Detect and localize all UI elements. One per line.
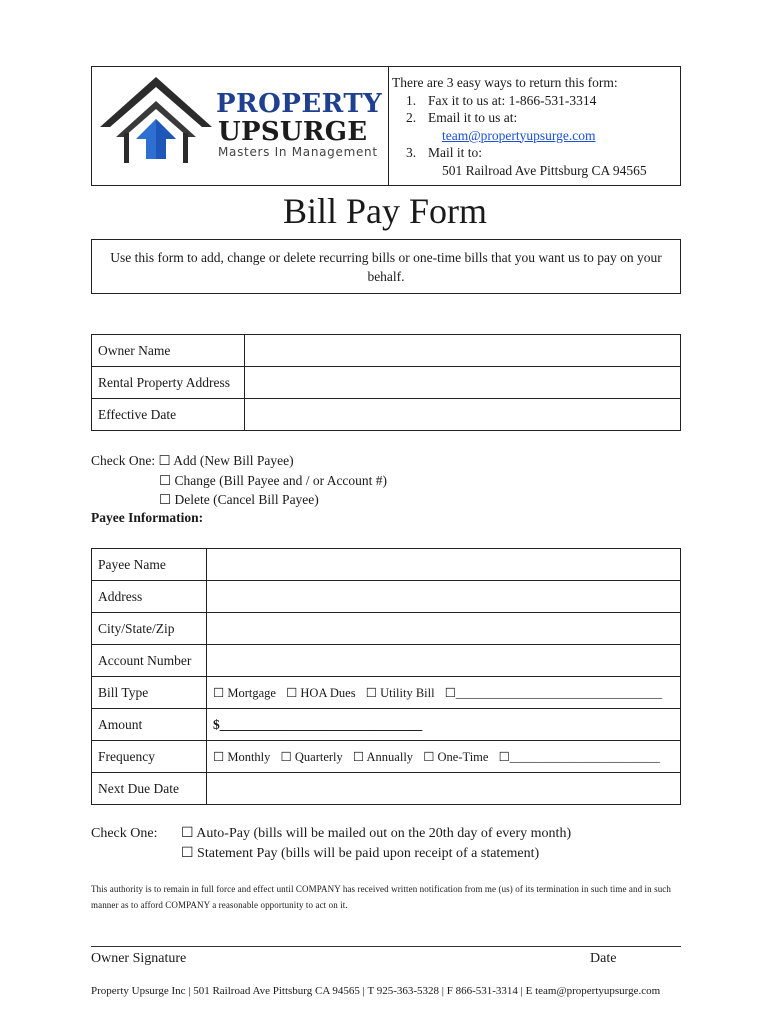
delete-checkbox[interactable]: ☐ Delete (Cancel Bill Payee): [159, 492, 319, 507]
payee-info-heading: Payee Information:: [91, 510, 204, 525]
list-number: 1.: [406, 92, 417, 108]
other-frequency-checkbox[interactable]: ☐________________________: [498, 749, 660, 764]
signature-line[interactable]: [91, 946, 681, 947]
table-row: [92, 549, 681, 581]
fax-text: Fax it to us at: 1-866-531-3314: [428, 92, 597, 108]
hoa-dues-checkbox[interactable]: ☐ HOA Dues: [286, 685, 356, 700]
effective-date-field[interactable]: [245, 399, 681, 431]
table-row: [92, 677, 681, 709]
mortgage-checkbox[interactable]: ☐ Mortgage: [213, 685, 276, 700]
owner-signature-label: Owner Signature: [91, 951, 187, 966]
effective-date-label: Effective Date: [92, 399, 245, 431]
return-method-fax: [406, 92, 647, 110]
date-label: Date: [590, 951, 617, 966]
header-divider: [388, 67, 389, 185]
amount-field[interactable]: $______________________________: [207, 709, 681, 741]
address-label: Address: [92, 581, 207, 613]
next-due-date-field[interactable]: [207, 773, 681, 805]
auto-pay-checkbox[interactable]: ☐ Auto-Pay (bills will be mailed out on the 20th day of every month): [181, 826, 572, 841]
add-checkbox[interactable]: ☐ Add (New Bill Payee): [158, 453, 294, 468]
change-checkbox[interactable]: ☐ Change (Bill Payee and / or Account #): [159, 472, 388, 488]
table-row: [92, 581, 681, 613]
table-row: [92, 335, 681, 367]
return-method-mail: [406, 144, 647, 162]
logo-brand-line2: UPSURGE: [218, 117, 368, 147]
utility-bill-checkbox[interactable]: ☐ Utility Bill: [365, 685, 435, 700]
footer-contact: Property Upsurge Inc | 501 Railroad Ave Pittsburg CA 94565 | T 925-363-5328 | F 866-531-3314 | E team@propertyupsurge.com: [91, 985, 661, 997]
owner-name-field[interactable]: [245, 335, 681, 367]
table-row: [92, 709, 681, 741]
return-intro: There are 3 easy ways to return this form:: [392, 75, 618, 90]
check-row: [91, 844, 571, 864]
payment-method-checkboxes: [91, 824, 571, 864]
email-link[interactable]: team@propertyupsurge.com: [442, 127, 596, 143]
frequency-options: [207, 741, 681, 773]
bill-type-options: [207, 677, 681, 709]
company-logo: [98, 75, 383, 179]
house-logo-icon: [98, 75, 213, 175]
action-checkboxes: [91, 451, 387, 510]
table-row: [92, 613, 681, 645]
quarterly-checkbox[interactable]: ☐ Quarterly: [280, 749, 343, 764]
account-number-label: Account Number: [92, 645, 207, 677]
annually-checkbox[interactable]: ☐ Annually: [352, 749, 414, 764]
rental-address-field[interactable]: [245, 367, 681, 399]
return-method-email: [406, 109, 647, 127]
check-row: [91, 451, 387, 471]
table-row: [92, 399, 681, 431]
header-box: [91, 66, 681, 186]
mail-address: 501 Railroad Ave Pittsburg CA 94565: [442, 162, 647, 178]
check-row: [91, 824, 571, 844]
frequency-label: Frequency: [92, 741, 207, 773]
payee-name-field[interactable]: [207, 549, 681, 581]
return-methods-list: [406, 92, 647, 180]
logo-brand-line1: PROPERTY: [216, 89, 383, 119]
table-row: [92, 773, 681, 805]
rental-address-label: Rental Property Address: [92, 367, 245, 399]
check-row: [91, 490, 387, 510]
owner-info-table: [91, 334, 681, 431]
mail-address-row: [442, 162, 647, 180]
other-bill-type-checkbox[interactable]: ☐_________________________________: [444, 685, 663, 700]
monthly-checkbox[interactable]: ☐ Monthly: [213, 749, 271, 764]
payee-info-table: [91, 548, 681, 805]
next-due-date-label: Next Due Date: [92, 773, 207, 805]
city-state-zip-label: City/State/Zip: [92, 613, 207, 645]
table-row: [92, 741, 681, 773]
address-field[interactable]: [207, 581, 681, 613]
account-number-field[interactable]: [207, 645, 681, 677]
one-time-checkbox[interactable]: ☐ One-Time: [423, 749, 489, 764]
intro-box: Use this form to add, change or delete recurring bills or one-time bills that you want us to pay on your behalf.: [91, 239, 681, 294]
amount-label: Amount: [92, 709, 207, 741]
list-number: 3.: [406, 145, 417, 160]
owner-name-label: Owner Name: [92, 335, 245, 367]
statement-pay-checkbox[interactable]: ☐ Statement Pay (bills will be paid upon receipt of a statement): [181, 846, 540, 861]
check-row: [91, 471, 387, 491]
authority-statement: This authority is to remain in full force and effect until COMPANY has received written notification from me (us) of its termination in such time and in such manner as to afford COMPANY a reasonable opportunity to act on it.: [91, 884, 671, 910]
check-one-label: Check One:: [91, 453, 156, 468]
bill-type-label: Bill Type: [92, 677, 207, 709]
table-row: [92, 367, 681, 399]
email-text: Email it to us at:: [428, 110, 518, 125]
payee-name-label: Payee Name: [92, 549, 207, 581]
list-number: 2.: [406, 110, 417, 125]
payment-check-one-label: Check One:: [91, 826, 158, 841]
city-state-zip-field[interactable]: [207, 613, 681, 645]
mail-text: Mail it to:: [428, 145, 482, 160]
table-row: [92, 645, 681, 677]
return-instructions: [392, 74, 647, 179]
email-link-row: [442, 127, 647, 145]
logo-tagline: Masters In Management: [218, 145, 378, 159]
form-title: Bill Pay Form: [282, 191, 488, 231]
